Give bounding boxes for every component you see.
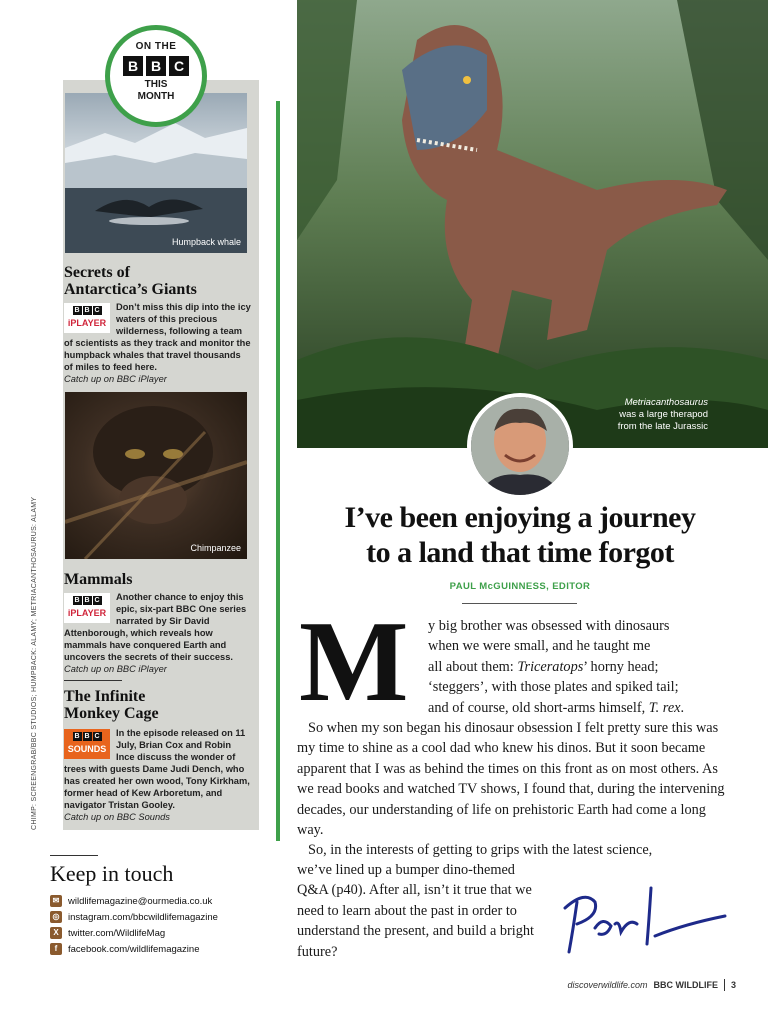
catch-up-link[interactable]: Catch up on BBC iPlayer (64, 374, 167, 384)
page-footer (567, 979, 736, 991)
section-body-monkey-cage: B B C SOUNDS In the episode released on 11 July, Brian Cox and Robin Ince discuss the wonder of trees with guests Dame Judi Dench, who has created her own wood, Tony Kirkham, former head of Kew Arboretum, and navigator Tristan Gooley. Catch up on BBC Sounds (64, 727, 252, 823)
keep-in-touch-title: Keep in touch (50, 861, 174, 886)
badge-line1: ON THE (135, 41, 177, 52)
bbc-letter: B (123, 56, 143, 76)
page-number: 3 (730, 980, 736, 990)
email-icon: ✉ (50, 895, 62, 907)
section-title-mammals: Mammals (64, 571, 133, 588)
section-divider (64, 680, 122, 681)
drop-cap: M (299, 598, 409, 726)
bbc-letter: B (146, 56, 166, 76)
accent-rule (276, 101, 280, 841)
bbc-iplayer-logo: B B C iPLAYER (64, 593, 110, 623)
metriacanthosaurus-illustration (297, 0, 768, 448)
editor-signature (555, 880, 730, 960)
keep-in-touch-rule (50, 855, 98, 856)
article-paragraph-3-line1: So, in the interests of getting to grips with the latest science, (308, 842, 653, 858)
bbc-logo (110, 56, 202, 76)
article-headline: I’ve been enjoying a journey to a land that time forgot (344, 501, 696, 569)
editor-portrait (467, 393, 573, 499)
contact-email[interactable]: ✉ wildlifemagazine@ourmedia.co.uk (50, 895, 212, 907)
article-paragraph-3: we’ve lined up a bumper dino-themed Q&A (p40). After all, isn’t it true that we need to learn about the past in order to understand the present, and build a bright future? (297, 862, 535, 960)
article-paragraph-2: So when my son began his dinosaur obsession I felt pretty sure this was my time to shine as a cool dad who knew his dinos. But it soon became apparent that I was as behind the times on this front as on most others. As we read books and watched TV shows, I found that, during the intervening decades, our understanding of life on prehistoric Earth had come a long way. (297, 720, 725, 839)
hero-caption: Metriacanthosaurus was a large therapod from the late Jurassic (617, 397, 708, 432)
footer-site[interactable]: discoverwildlife.com (567, 980, 648, 990)
bbc-letter: C (169, 56, 189, 76)
photo-credits: CHIMP: SCREENGRAB/BBC STUDIOS; HUMPBACK: ALAMY; METRIACANTHOSAURUS: ALAMY (31, 496, 38, 830)
catch-up-link[interactable]: Catch up on BBC Sounds (64, 812, 170, 822)
footer-divider (724, 979, 725, 991)
chimp-illustration (65, 392, 247, 559)
article-paragraph-1: y big brother was obsessed with dinosaurs when we were small, and he taught me all about them: Triceratops’ horny head; ‘steggers’, with those plates and spiked tail; and of course, old short-arms himself, T. rex. (428, 618, 685, 716)
section-title-monkey-cage: The Infinite Monkey Cage (64, 688, 159, 722)
section-body-mammals: B B C iPLAYER Another chance to enjoy this epic, six-part BBC One series narrated by Sir David Attenborough, which reveals how mammals have conquered Earth and uncovers the secrets of their success. Catch up on BBC iPlayer (64, 591, 252, 675)
contact-twitter[interactable]: X twitter.com/WildlifeMag (50, 927, 165, 939)
whale-caption: Humpback whale (171, 237, 241, 247)
byline-rule (462, 603, 577, 604)
facebook-icon: f (50, 943, 62, 955)
dinosaur-hero-image (297, 0, 768, 448)
badge-line4: MONTH (137, 91, 175, 102)
x-icon: X (50, 927, 62, 939)
catch-up-link[interactable]: Catch up on BBC iPlayer (64, 664, 167, 674)
contact-facebook[interactable]: f facebook.com/wildlifemagazine (50, 943, 199, 955)
contact-instagram[interactable]: ◎ instagram.com/bbcwildlifemagazine (50, 911, 218, 923)
footer-brand: BBC WILDLIFE (653, 980, 718, 990)
article-byline: PAUL McGUINNESS, EDITOR (449, 581, 591, 592)
editor-face (471, 397, 569, 495)
bbc-iplayer-logo: B B C iPLAYER (64, 303, 110, 333)
on-the-bbc-badge (105, 25, 207, 127)
chimpanzee-photo (65, 392, 247, 559)
section-title-antarctica: Secrets of Antarctica’s Giants (64, 264, 197, 298)
badge-line3: THIS (144, 79, 168, 90)
bbc-sounds-logo: B B C SOUNDS (64, 729, 110, 759)
section-body-antarctica: B B C iPLAYER Don’t miss this dip into the icy waters of this precious wilderness, following a team of scientists as they track and monitor the humpback whales that travel thousands of miles to feed here. Catch up on BBC iPlayer (64, 302, 251, 384)
chimp-caption: Chimpanzee (190, 543, 241, 553)
instagram-icon: ◎ (50, 911, 62, 923)
